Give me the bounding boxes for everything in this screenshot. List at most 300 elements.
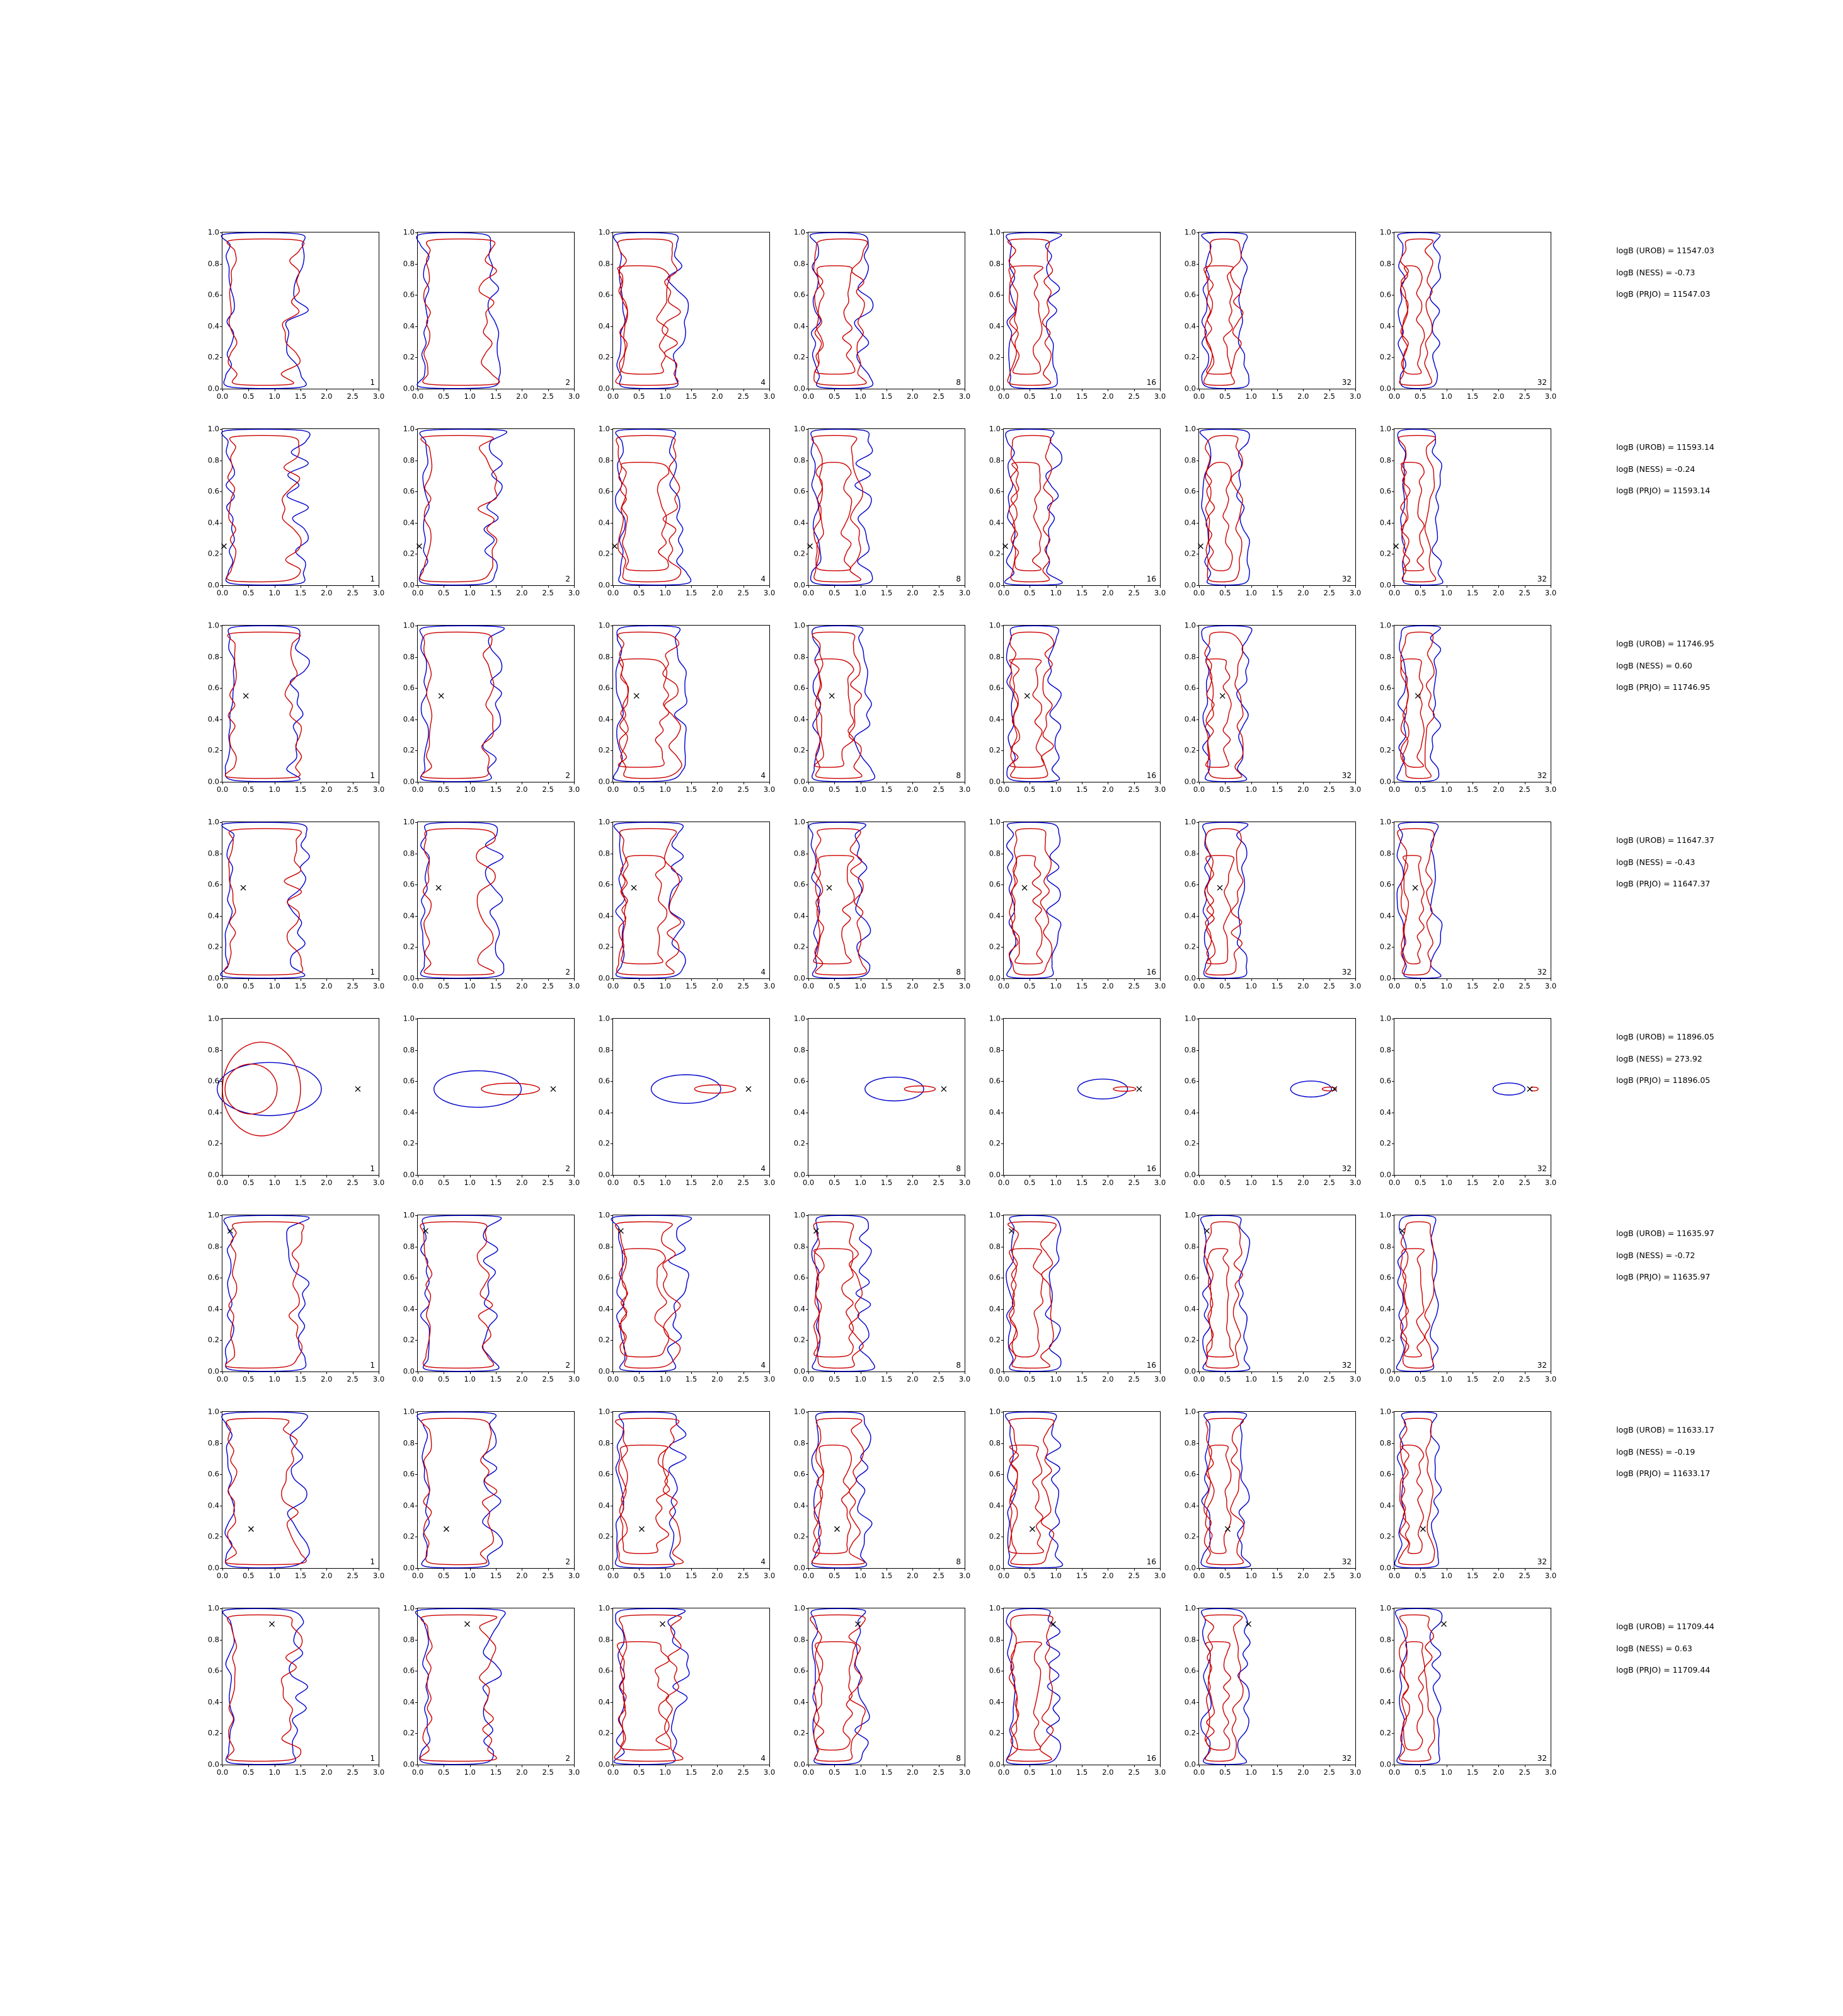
x-tick-label: 0.0 <box>1388 1178 1401 1187</box>
x-tick-mark <box>326 1175 327 1177</box>
y-tick-label: 0.4 <box>403 714 415 724</box>
y-tick-label: 0.2 <box>989 1728 1001 1738</box>
x-tick-label: 1.0 <box>1440 1571 1452 1580</box>
x-tick-label: 0.5 <box>438 588 450 597</box>
x-tick-label: 2.0 <box>1102 785 1114 794</box>
x-tick-label: 1.0 <box>268 588 280 597</box>
x-tick-mark <box>769 978 770 981</box>
x-tick-label: 3.0 <box>1544 1768 1557 1777</box>
x-tick-label: 2.5 <box>347 392 359 401</box>
row-stat-line: logB (UROB) = 11593.14 <box>1616 442 1714 452</box>
x-tick-label: 1.0 <box>464 1375 476 1383</box>
y-tick-label: 0.4 <box>793 1304 805 1314</box>
y-tick-mark <box>1392 1143 1394 1144</box>
y-tick-mark <box>806 1733 808 1734</box>
x-tick-label: 2.5 <box>737 1375 749 1383</box>
x-tick-label: 1.5 <box>294 1768 307 1777</box>
x-tick-mark <box>1303 585 1304 588</box>
y-tick-label: 0.0 <box>598 973 610 983</box>
y-tick-mark <box>611 1215 613 1216</box>
x-tick-label: 0.0 <box>997 982 1010 990</box>
y-tick-mark <box>806 1143 808 1144</box>
row-stat-line: logB (UROB) = 11635.97 <box>1616 1228 1714 1238</box>
y-tick-mark <box>220 232 222 233</box>
y-tick-label: 0.6 <box>403 1076 415 1085</box>
x-tick-label: 2.0 <box>516 588 528 597</box>
y-tick-label: 0.0 <box>207 973 219 983</box>
y-tick-label: 0.6 <box>1184 1666 1196 1675</box>
y-tick-mark <box>220 429 222 430</box>
contour-panel <box>403 1210 599 1406</box>
x-tick-label: 3.0 <box>1349 1571 1362 1580</box>
x-tick-mark <box>1420 1372 1421 1374</box>
y-tick-label: 0.6 <box>1184 486 1196 496</box>
y-tick-mark <box>611 1050 613 1051</box>
x-tick-mark <box>248 978 249 981</box>
x-tick-mark <box>222 1175 223 1177</box>
plot-axes <box>793 1014 971 1187</box>
y-tick-mark <box>611 1640 613 1641</box>
y-tick-label: 1.0 <box>207 621 219 630</box>
panel-count-label: 16 <box>1146 575 1156 583</box>
x-tick-label: 3.0 <box>1544 982 1557 990</box>
x-tick-mark <box>1498 1568 1499 1571</box>
x-tick-label: 0.5 <box>1415 588 1427 597</box>
y-tick-mark <box>1392 232 1394 233</box>
x-tick-mark <box>1355 782 1356 784</box>
contour-panel <box>1380 620 1575 816</box>
plot-axes <box>403 1210 580 1383</box>
x-tick-label: 1.5 <box>294 392 307 401</box>
y-tick-mark <box>1197 1733 1199 1734</box>
x-tick-label: 3.0 <box>372 785 385 794</box>
x-tick-mark <box>248 1175 249 1177</box>
x-tick-label: 1.0 <box>1245 588 1257 597</box>
contour-panel <box>794 423 989 620</box>
y-tick-label: 1.0 <box>793 1210 805 1220</box>
row-stat-line: logB (PRJO) = 11593.14 <box>1616 486 1711 495</box>
x-tick-label: 0.5 <box>1415 392 1427 401</box>
x-tick-label: 1.5 <box>294 982 307 990</box>
x-tick-label: 3.0 <box>372 1768 385 1777</box>
y-tick-label: 0.8 <box>1184 258 1196 268</box>
y-tick-mark <box>1392 1640 1394 1641</box>
y-tick-label: 0.8 <box>989 258 1001 268</box>
plot-axes <box>207 621 385 794</box>
x-tick-mark <box>1394 1765 1395 1767</box>
x-tick-mark <box>1277 1175 1278 1177</box>
x-tick-mark <box>222 978 223 981</box>
x-tick-label: 2.0 <box>1102 1375 1114 1383</box>
x-tick-label: 1.5 <box>1271 1375 1283 1383</box>
x-tick-mark <box>834 1175 835 1177</box>
y-tick-label: 0.4 <box>598 714 610 724</box>
x-tick-mark <box>1498 389 1499 391</box>
y-tick-label: 0.8 <box>207 1634 219 1644</box>
x-tick-mark <box>808 585 809 588</box>
y-tick-mark <box>611 916 613 917</box>
x-tick-mark <box>808 978 809 981</box>
x-tick-mark <box>1160 1568 1161 1571</box>
y-tick-mark <box>415 1702 418 1703</box>
panel-count-label: 1 <box>370 378 375 387</box>
y-tick-mark <box>220 750 222 751</box>
x-tick-label: 3.0 <box>568 1375 580 1383</box>
y-tick-mark <box>806 523 808 524</box>
y-tick-mark <box>220 822 222 823</box>
y-tick-label: 0.2 <box>1379 942 1391 951</box>
x-tick-mark <box>1134 1765 1135 1767</box>
x-tick-label: 1.0 <box>268 1178 280 1187</box>
row-stat-line: logB (UROB) = 11547.03 <box>1616 246 1714 255</box>
x-tick-mark <box>326 1568 327 1571</box>
plot-axes <box>207 1603 385 1777</box>
y-tick-label: 0.4 <box>793 911 805 920</box>
y-tick-label: 0.0 <box>403 1170 415 1179</box>
y-tick-label: 0.2 <box>403 1335 415 1344</box>
y-tick-label: 0.2 <box>598 1138 610 1148</box>
y-tick-label: 0.6 <box>598 1469 610 1479</box>
y-tick-label: 0.2 <box>403 352 415 362</box>
y-tick-mark <box>1197 1443 1199 1444</box>
x-tick-label: 2.5 <box>1519 1571 1530 1580</box>
y-tick-mark <box>1001 232 1004 233</box>
contour-panel <box>599 423 794 620</box>
x-tick-mark <box>1355 585 1356 588</box>
x-tick-mark <box>1199 585 1200 588</box>
x-tick-label: 2.0 <box>321 392 333 401</box>
y-tick-label: 0.0 <box>598 1563 610 1572</box>
x-tick-label: 1.0 <box>1440 1178 1452 1187</box>
x-tick-label: 0.5 <box>438 1375 450 1383</box>
y-tick-label: 1.0 <box>1184 227 1196 237</box>
x-tick-mark <box>496 585 497 588</box>
contour-panel <box>403 816 599 1013</box>
x-tick-mark <box>248 1765 249 1767</box>
y-tick-label: 0.2 <box>1184 1335 1196 1344</box>
y-tick-mark <box>611 523 613 524</box>
panel-count-label: 2 <box>565 1557 570 1566</box>
y-tick-label: 0.4 <box>989 1501 1001 1510</box>
y-tick-mark <box>1197 688 1199 689</box>
y-tick-mark <box>611 947 613 948</box>
y-tick-label: 1.0 <box>598 424 610 433</box>
row-stat-line: logB (NESS) = -0.24 <box>1616 464 1696 474</box>
x-tick-label: 0.5 <box>1415 982 1427 990</box>
y-tick-label: 0.6 <box>1184 1076 1196 1085</box>
y-tick-label: 0.8 <box>207 1438 219 1447</box>
y-tick-label: 0.0 <box>1184 580 1196 590</box>
x-tick-mark <box>1303 1568 1304 1571</box>
x-tick-label: 1.0 <box>1245 1768 1257 1777</box>
x-tick-mark <box>1329 1175 1330 1177</box>
y-tick-label: 0.2 <box>207 352 219 362</box>
plot-axes <box>989 817 1166 990</box>
x-tick-mark <box>834 389 835 391</box>
x-tick-label: 1.0 <box>464 1571 476 1580</box>
x-tick-label: 1.0 <box>268 1571 280 1580</box>
y-tick-label: 0.6 <box>1379 1076 1391 1085</box>
x-tick-label: 0.0 <box>1388 588 1401 597</box>
y-tick-label: 1.0 <box>598 1014 610 1023</box>
y-tick-mark <box>1001 429 1004 430</box>
x-tick-label: 3.0 <box>1544 392 1557 401</box>
x-tick-mark <box>665 389 666 391</box>
y-tick-label: 0.2 <box>598 549 610 558</box>
x-tick-label: 1.0 <box>1440 392 1452 401</box>
x-tick-mark <box>665 1372 666 1374</box>
panel-count-label: 32 <box>1537 1754 1547 1763</box>
x-tick-mark <box>222 782 223 784</box>
x-tick-mark <box>834 1568 835 1571</box>
x-tick-label: 0.0 <box>1388 392 1401 401</box>
x-tick-label: 1.5 <box>1271 1571 1283 1580</box>
y-tick-label: 1.0 <box>1184 1407 1196 1416</box>
y-tick-mark <box>1392 1309 1394 1310</box>
y-tick-label: 1.0 <box>403 817 415 827</box>
x-tick-label: 2.0 <box>711 982 723 990</box>
y-tick-label: 0.2 <box>207 942 219 951</box>
x-tick-mark <box>574 585 575 588</box>
plot-axes <box>403 1014 580 1187</box>
x-tick-label: 2.0 <box>711 785 723 794</box>
y-tick-label: 0.2 <box>403 745 415 755</box>
x-tick-mark <box>665 1175 666 1177</box>
x-tick-mark <box>470 978 471 981</box>
x-tick-label: 2.0 <box>711 1571 723 1580</box>
y-tick-mark <box>1392 750 1394 751</box>
x-tick-label: 2.0 <box>1493 785 1505 794</box>
y-tick-mark <box>415 232 418 233</box>
x-tick-mark <box>1251 1372 1252 1374</box>
y-tick-mark <box>415 1733 418 1734</box>
x-tick-label: 2.5 <box>933 588 944 597</box>
x-tick-label: 0.5 <box>243 392 255 401</box>
x-tick-mark <box>1329 1765 1330 1767</box>
x-tick-label: 1.5 <box>294 785 307 794</box>
x-tick-label: 3.0 <box>1544 1375 1557 1383</box>
x-tick-label: 2.5 <box>347 1375 359 1383</box>
x-tick-label: 1.5 <box>490 982 502 990</box>
x-tick-mark <box>613 585 614 588</box>
x-tick-label: 0.5 <box>243 1178 255 1187</box>
y-tick-label: 0.6 <box>989 486 1001 496</box>
y-tick-label: 0.2 <box>1184 1532 1196 1541</box>
x-tick-mark <box>769 1175 770 1177</box>
y-tick-mark <box>1001 1050 1004 1051</box>
x-tick-label: 2.0 <box>1297 588 1309 597</box>
x-tick-mark <box>1160 1175 1161 1177</box>
x-tick-mark <box>808 389 809 391</box>
y-tick-mark <box>1001 822 1004 823</box>
x-tick-label: 2.5 <box>1128 785 1140 794</box>
x-tick-label: 2.5 <box>347 588 359 597</box>
x-tick-mark <box>769 585 770 588</box>
x-tick-mark <box>769 1568 770 1571</box>
y-tick-label: 0.2 <box>1184 745 1196 755</box>
y-tick-label: 1.0 <box>1379 227 1391 237</box>
x-tick-label: 3.0 <box>372 1571 385 1580</box>
y-tick-mark <box>1197 750 1199 751</box>
y-tick-label: 0.8 <box>207 455 219 464</box>
row-stat-line: logB (PRJO) = 11709.44 <box>1616 1665 1711 1675</box>
y-tick-mark <box>611 491 613 492</box>
x-tick-label: 2.0 <box>1102 1178 1114 1187</box>
x-tick-mark <box>1199 782 1200 784</box>
y-tick-label: 0.8 <box>1184 1634 1196 1644</box>
y-tick-mark <box>1392 1733 1394 1734</box>
x-tick-label: 1.0 <box>464 392 476 401</box>
y-tick-mark <box>1197 232 1199 233</box>
row-stat-block <box>1616 1033 1843 1099</box>
y-tick-mark <box>806 264 808 265</box>
x-tick-mark <box>1420 585 1421 588</box>
x-tick-label: 1.0 <box>1050 1375 1062 1383</box>
y-tick-label: 0.8 <box>793 258 805 268</box>
y-tick-label: 0.8 <box>403 848 415 857</box>
x-tick-label: 1.0 <box>854 982 866 990</box>
y-tick-label: 1.0 <box>1379 1210 1391 1220</box>
y-tick-label: 1.0 <box>1379 1014 1391 1023</box>
x-tick-mark <box>1160 978 1161 981</box>
x-tick-label: 1.0 <box>464 1768 476 1777</box>
x-tick-label: 2.0 <box>1102 588 1114 597</box>
row-stat-line: logB (NESS) = -0.43 <box>1616 857 1696 867</box>
x-tick-mark <box>574 1372 575 1374</box>
contour-panel <box>208 1406 403 1603</box>
y-tick-label: 1.0 <box>403 1210 415 1220</box>
x-tick-label: 3.0 <box>763 1768 776 1777</box>
y-tick-label: 0.6 <box>403 486 415 496</box>
x-tick-label: 0.0 <box>1193 1178 1205 1187</box>
x-tick-label: 3.0 <box>372 1178 385 1187</box>
panel-count-label: 4 <box>761 1557 766 1566</box>
x-tick-label: 0.0 <box>997 1375 1010 1383</box>
x-tick-mark <box>248 389 249 391</box>
x-tick-label: 0.5 <box>829 1178 841 1187</box>
x-tick-label: 0.0 <box>607 1571 619 1580</box>
plot-axes <box>403 424 580 597</box>
y-tick-label: 0.2 <box>793 745 805 755</box>
y-tick-label: 0.6 <box>207 1469 219 1479</box>
y-tick-mark <box>1197 1608 1199 1609</box>
x-tick-label: 1.0 <box>1050 1178 1062 1187</box>
y-tick-label: 0.8 <box>793 1241 805 1251</box>
y-tick-label: 0.6 <box>403 879 415 889</box>
x-tick-mark <box>717 389 718 391</box>
x-tick-label: 2.0 <box>516 1178 528 1187</box>
x-tick-label: 3.0 <box>1154 392 1166 401</box>
x-tick-mark <box>1134 389 1135 391</box>
y-tick-label: 0.4 <box>1379 1501 1391 1510</box>
y-tick-label: 0.2 <box>207 745 219 755</box>
y-tick-label: 0.4 <box>598 1697 610 1707</box>
x-tick-label: 3.0 <box>763 392 776 401</box>
x-tick-mark <box>1160 1765 1161 1767</box>
y-tick-label: 0.2 <box>207 1335 219 1344</box>
y-tick-label: 0.0 <box>403 384 415 393</box>
y-tick-label: 0.2 <box>1379 352 1391 362</box>
contour-panel <box>1380 1210 1575 1406</box>
y-tick-mark <box>806 750 808 751</box>
x-tick-label: 0.0 <box>411 392 424 401</box>
y-tick-label: 0.0 <box>403 580 415 590</box>
x-tick-label: 2.0 <box>907 785 919 794</box>
x-tick-label: 1.5 <box>490 588 502 597</box>
y-tick-mark <box>1197 916 1199 917</box>
y-tick-label: 1.0 <box>598 227 610 237</box>
x-tick-mark <box>496 389 497 391</box>
contour-panel <box>208 423 403 620</box>
x-tick-label: 1.0 <box>1245 785 1257 794</box>
x-tick-mark <box>1420 1765 1421 1767</box>
y-tick-label: 0.4 <box>989 1304 1001 1314</box>
x-tick-label: 1.0 <box>1245 982 1257 990</box>
x-tick-label: 0.5 <box>243 588 255 597</box>
y-tick-label: 0.0 <box>598 1366 610 1376</box>
y-tick-label: 0.6 <box>1379 1469 1391 1479</box>
y-tick-label: 0.8 <box>207 651 219 661</box>
y-tick-label: 0.6 <box>1379 486 1391 496</box>
x-tick-mark <box>639 585 640 588</box>
y-tick-label: 0.6 <box>598 1666 610 1675</box>
x-tick-mark <box>1329 782 1330 784</box>
x-tick-label: 2.5 <box>1323 392 1335 401</box>
plot-axes <box>403 621 580 794</box>
x-tick-label: 0.0 <box>1193 1375 1205 1383</box>
y-tick-label: 0.6 <box>207 1273 219 1282</box>
x-tick-mark <box>1225 782 1226 784</box>
y-tick-mark <box>415 1640 418 1641</box>
x-tick-mark <box>574 1765 575 1767</box>
y-tick-mark <box>806 719 808 720</box>
x-tick-mark <box>1498 1372 1499 1374</box>
y-tick-label: 1.0 <box>207 1603 219 1613</box>
y-tick-mark <box>1001 1702 1004 1703</box>
row-stat-line: logB (PRJO) = 11633.17 <box>1616 1469 1711 1478</box>
x-tick-mark <box>1277 585 1278 588</box>
y-tick-label: 0.8 <box>1379 258 1391 268</box>
y-tick-label: 0.8 <box>403 258 415 268</box>
y-tick-mark <box>1392 491 1394 492</box>
x-tick-label: 2.0 <box>1297 1768 1309 1777</box>
x-tick-label: 0.0 <box>1388 785 1401 794</box>
x-tick-mark <box>1355 1568 1356 1571</box>
y-tick-label: 0.8 <box>989 455 1001 464</box>
panel-count-label: 16 <box>1146 771 1156 780</box>
x-tick-mark <box>222 1568 223 1571</box>
x-tick-label: 2.5 <box>933 1768 944 1777</box>
x-tick-label: 1.0 <box>268 1375 280 1383</box>
x-tick-mark <box>1420 782 1421 784</box>
x-tick-label: 3.0 <box>1349 1178 1362 1187</box>
x-tick-label: 2.0 <box>711 392 723 401</box>
y-tick-mark <box>220 1309 222 1310</box>
panel-count-label: 32 <box>1341 771 1352 780</box>
y-tick-label: 0.8 <box>598 1634 610 1644</box>
y-tick-mark <box>1197 1474 1199 1475</box>
x-tick-label: 1.5 <box>685 588 698 597</box>
y-tick-label: 0.2 <box>1379 1335 1391 1344</box>
x-tick-label: 1.5 <box>1466 1768 1479 1777</box>
y-tick-label: 1.0 <box>403 1014 415 1023</box>
y-tick-label: 0.4 <box>793 714 805 724</box>
plot-axes <box>598 1603 776 1777</box>
y-tick-label: 0.2 <box>1379 1532 1391 1541</box>
y-tick-label: 0.2 <box>403 549 415 558</box>
panel-count-label: 1 <box>370 575 375 583</box>
y-tick-label: 1.0 <box>793 1407 805 1416</box>
